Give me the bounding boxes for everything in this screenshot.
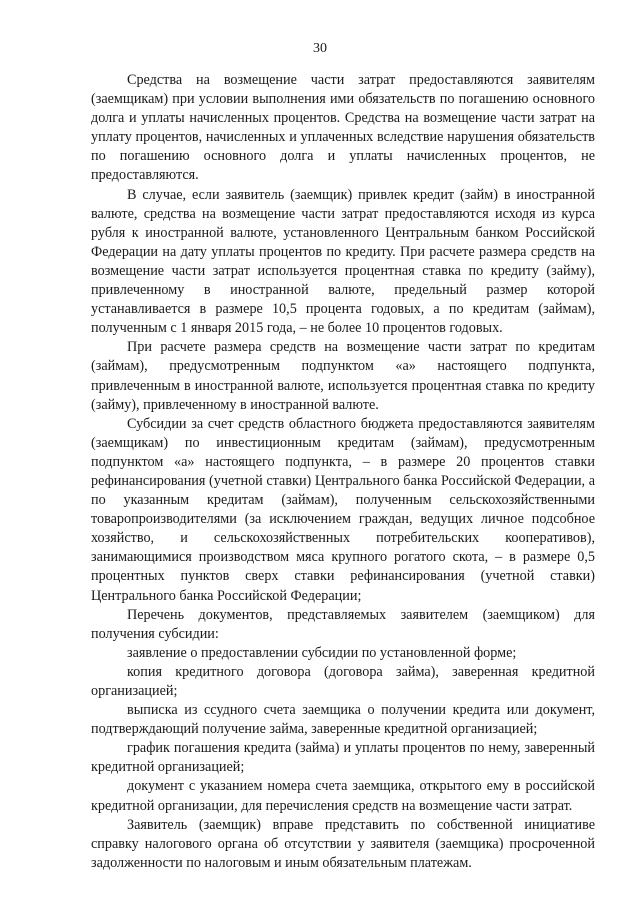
paragraph-foreign-currency: В случае, если заявитель (заемщик) привлек кредит (займ) в иностранной валюте, средства на возмещение части затрат предоставляются исходя из курса рубля к иностранной валюте, установленного Центральным банком Российской Федерации на дату уплаты процентов по кредиту. При расчете размера средств на возмещение части затрат используется процентная ставка по кредиту (займу), привлеченному в иностранной валюте, предельный размер которой устанавливается в размере 10,5 процента годовых, а по кредитам (займам), полученным с 1 января 2015 года, – не более 10 процентов годовых. [91, 186, 595, 337]
paragraph-subsidy-size: Субсидии за счет средств областного бюджета предоставляются заявителям (заемщикам) по инвестиционным кредитам (займам), предусмотренным подпунктом «а» настоящего подпункта, – в размере 20 процентов ставки рефинансирования (учетной ставки) Центрального банка Российской Федерации, а по указанным кредитам (займам), полученным сельскохозяйственными товаропроизводителями (за исключением граждан, ведущих личное подсобное хозяйство, и сельскохозяйственных потребительских кооперативов), занимающимися производством мяса крупного рогатого скота, – в размере 0,5 процентных пунктов сверх ставки рефинансирования (учетной ставки) Центрального банка Российской Федерации; [91, 415, 595, 604]
list-item-credit-agreement-copy: копия кредитного договора (договора займа), заверенная кредитной организацией; [91, 663, 595, 699]
paragraph-tax-certificate: Заявитель (заемщик) вправе представить по собственной инициативе справку налогового органа об отсутствии у заявителя (заемщика) просроченной задолженности по налоговым и иным обязательным платежам. [91, 816, 595, 871]
list-item-loan-account-statement: выписка из ссудного счета заемщика о получении кредита или документ, подтверждающий получение займа, заверенные кредитной организацией; [91, 702, 595, 738]
paragraph-rate-calculation: При расчете размера средств на возмещение части затрат по кредитам (займам), предусмотренным подпунктом «а» настоящего подпункта, привлеченным в иностранной валюте, используется процентная ставка по кредиту (займу), привлеченному в иностранной валюте. [91, 339, 595, 413]
list-item-application: заявление о предоставлении субсидии по установленной форме; [127, 644, 517, 661]
paragraph-conditions: Средства на возмещение части затрат предоставляются заявителям (заемщикам) при условии выполнения ими обязательств по погашению основного долга и уплаты начисленных процентов. Средства на возмещение части затрат на уплату процентов, начисленных и уплаченных вследствие нарушения обязательств по погашению основного долга и уплаты начисленных процентов, не предоставляются. [91, 72, 595, 184]
list-item-account-number-document: документ с указанием номера счета заемщика, открытого ему в российской кредитной организации, для перечисления средств на возмещение части затрат. [91, 778, 595, 814]
paragraph-documents-list-intro: Перечень документов, представляемых заявителем (заемщиком) для получения субсидии: [91, 606, 595, 642]
page-number: 30 [313, 41, 327, 56]
document-body [91, 71, 595, 873]
list-item-repayment-schedule: график погашения кредита (займа) и уплаты процентов по нему, заверенный кредитной организацией; [91, 740, 595, 776]
